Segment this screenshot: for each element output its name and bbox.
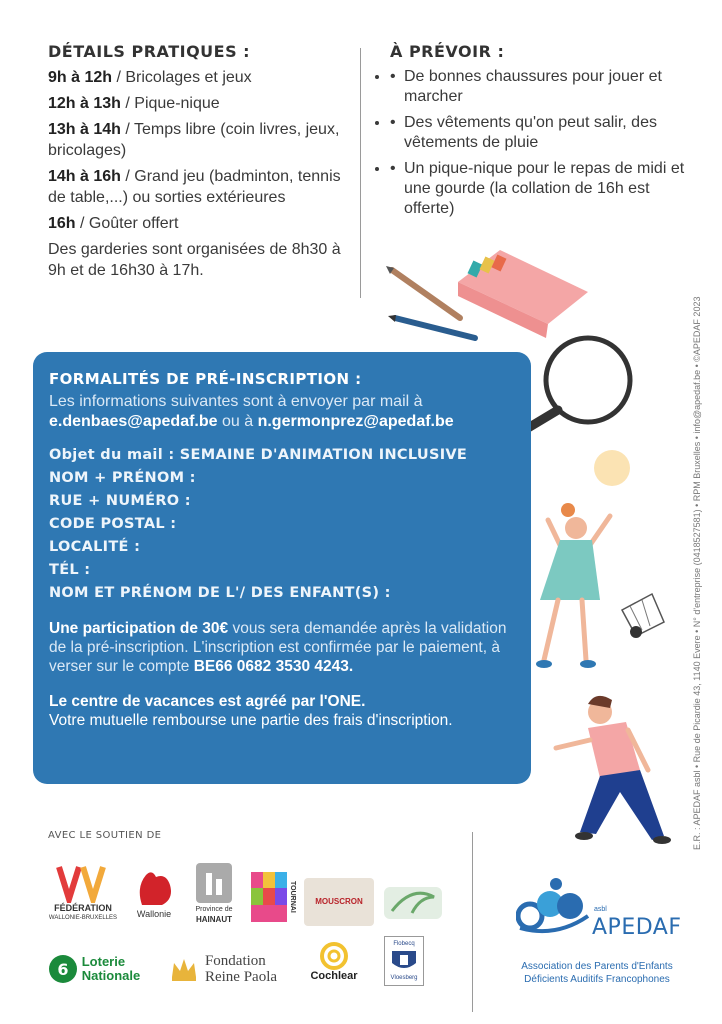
approval-info	[49, 692, 515, 730]
fondation-line2: Reine Paola	[204, 969, 278, 985]
fwb-line1: FÉDÉRATION	[54, 903, 112, 913]
crown-icon	[169, 955, 199, 983]
schedule-activity: Goûter offert	[88, 215, 179, 232]
tournai-emblem-icon	[251, 872, 287, 922]
pre-registration-intro: Les informations suivantes sont à envoyer par mail à	[49, 393, 423, 410]
flobecq-line1: Flobecq	[393, 941, 415, 947]
fwb-line2: WALLONIE-BRUXELLES	[48, 915, 118, 921]
pencil-icon	[386, 266, 475, 338]
schedule-list	[48, 67, 348, 281]
svg-text:6: 6	[57, 960, 69, 979]
field-postal-code: CODE POSTAL :	[49, 516, 177, 532]
mouscron-label: MOUSCRON	[315, 897, 363, 906]
schedule-sep: /	[112, 69, 126, 86]
email-line	[49, 412, 515, 432]
prevoir-section	[390, 42, 690, 225]
loterie-logo	[46, 950, 142, 988]
loterie-text	[82, 955, 141, 983]
apedaf-asbl: asbl	[594, 906, 607, 913]
required-fields	[49, 444, 515, 605]
shuttlecock-icon	[622, 594, 664, 638]
schedule-activity: Grand jeu (badminton, tennis de table,...) ou sorties extérieures	[48, 168, 341, 206]
fwb-logo	[44, 858, 122, 928]
field-subject: Objet du mail : SEMAINE D'ANIMATION INCLUSIVE	[49, 447, 468, 463]
schedule-activity: Temps libre (coin livres, jeux, bricolages)	[48, 121, 340, 159]
schedule-activity: Bricolages et jeux	[125, 69, 252, 86]
apedaf-name: APEDAF	[592, 915, 682, 940]
daycare-note: Des garderies sont organisées de 8h30 à 9h et de 16h30 à 17h.	[48, 241, 341, 279]
approval-text: Votre mutuelle rembourse une partie des frais d'inscription.	[49, 712, 453, 729]
cochlear-logo	[302, 936, 366, 986]
apedaf-tagline-2: Déficients Auditifs Francophones	[524, 974, 670, 985]
tournai-label: TOURNAI	[289, 881, 296, 913]
hainaut-logo	[188, 858, 240, 928]
schedule-sep: /	[75, 215, 89, 232]
email-link-2[interactable]: n.germonprez@apedaf.be	[257, 413, 454, 430]
footer-divider	[472, 832, 473, 1012]
prevoir-list	[390, 67, 690, 219]
schedule-item	[48, 93, 348, 114]
apedaf-tagline	[512, 960, 682, 986]
schedule-time: 13h à 14h	[48, 121, 121, 138]
details-title: DÉTAILS PRATIQUES :	[48, 42, 251, 61]
schedule-item	[48, 166, 348, 208]
approval-bold: Le centre de vacances est agréé par l'ONE.	[49, 693, 366, 710]
loterie-line1: Loterie	[81, 954, 126, 969]
schedule-sep: /	[120, 168, 135, 185]
mouscron-logo	[304, 878, 374, 926]
pre-registration-title: FORMALITÉS DE PRÉ-INSCRIPTION :	[49, 370, 362, 388]
green-swirl-logo	[380, 882, 446, 924]
bank-account: BE66 0682 3530 4243.	[193, 658, 354, 675]
field-name: NOM + PRÉNOM :	[49, 470, 196, 486]
schedule-item	[48, 119, 348, 161]
list-item: • • Un pique-nique pour le repas de midi et une gourde (la collation de 16h est offerte)	[390, 159, 690, 219]
schedule-sep: /	[120, 121, 134, 138]
list-item: • • Des vêtements qu'on peut salir, des vêtements de pluie	[390, 113, 690, 153]
wallonie-logo	[128, 860, 180, 926]
schedule-time: 14h à 16h	[48, 168, 121, 185]
fwb-emblem-icon	[53, 863, 113, 903]
column-divider	[360, 48, 361, 298]
cochlear-label: Cochlear	[310, 970, 358, 982]
girl-figure-icon	[536, 503, 610, 668]
flobecq-line2: Vloesberg	[390, 975, 418, 981]
loterie-emblem-icon	[48, 954, 78, 984]
schedule-item	[48, 213, 348, 234]
legal-side-text: E.R. : APEDAF asbl • Rue de Picardie 43, 1140 Evere • N° d'entreprise (0418527581) • RPM Bruxelles • info@apedaf.be • ©APEDAF 2023	[692, 296, 702, 850]
hainaut-line1: Province de	[195, 906, 233, 913]
ping-pong-paddle-icon	[528, 338, 630, 428]
flobecq-logo	[384, 936, 424, 986]
apedaf-tagline-1: Association des Parents d'Enfants	[521, 961, 673, 972]
field-street: RUE + NUMÉRO :	[49, 493, 191, 509]
hainaut-line2: HAINAUT	[196, 915, 232, 924]
field-locality: LOCALITÉ :	[49, 539, 141, 555]
schedule-activity: Pique-nique	[134, 95, 220, 112]
payment-text: vous sera demandée après la validation de la pré-inscription. L'inscription est confirmée par le paiement, à verser sur le compte	[49, 620, 507, 675]
hainaut-emblem-icon	[192, 861, 236, 905]
loterie-line2: Nationale	[81, 968, 141, 983]
boy-figure-icon	[556, 696, 671, 844]
schedule-time: 12h à 13h	[48, 95, 121, 112]
email-or: ou à	[217, 413, 258, 430]
email-link-1[interactable]: e.denbaes@apedaf.be	[49, 413, 218, 430]
details-section	[48, 42, 348, 286]
payment-amount: Une participation de 30€	[49, 620, 229, 637]
fondation-line1: Fondation	[204, 953, 266, 969]
payment-info	[49, 619, 515, 676]
apedaf-emblem-icon	[516, 876, 596, 938]
schedule-time: 9h à 12h	[48, 69, 113, 86]
pencil-box-icon	[458, 250, 588, 338]
list-item: • • De bonnes chaussures pour jouer et marcher	[390, 67, 690, 107]
flobecq-crest-icon	[390, 949, 418, 973]
schedule-sep: /	[120, 95, 135, 112]
support-label: AVEC LE SOUTIEN DE	[48, 830, 162, 841]
swirl-icon	[382, 883, 444, 923]
pre-registration-box	[33, 352, 531, 784]
fondation-logo	[160, 950, 286, 988]
rooster-icon	[132, 867, 176, 909]
schedule-item	[48, 67, 348, 88]
ball-icon	[594, 450, 630, 486]
field-children: NOM ET PRÉNOM DE L'/ DES ENFANT(S) :	[49, 585, 391, 601]
field-phone: TÉL :	[49, 562, 91, 578]
wallonie-label: Wallonie	[136, 909, 172, 919]
schedule-time: 16h	[48, 215, 76, 232]
tournai-logo	[250, 870, 298, 924]
cochlear-swirl-icon	[314, 941, 354, 971]
fondation-text	[205, 953, 277, 985]
prevoir-title: À PRÉVOIR :	[390, 42, 505, 61]
